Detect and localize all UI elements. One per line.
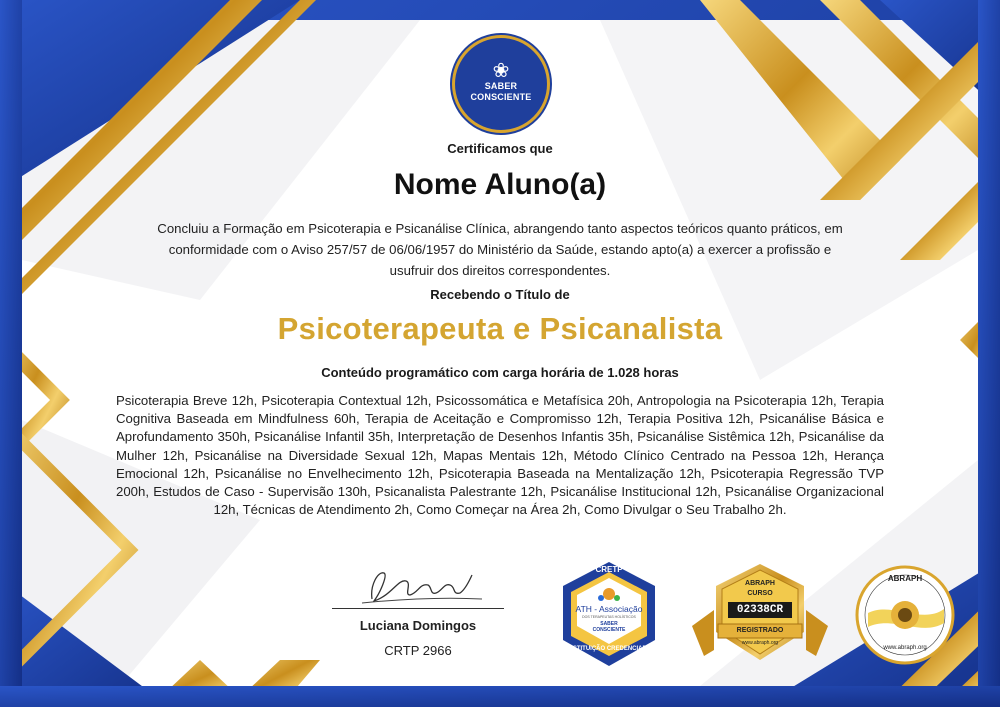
intro-text: Certificamos que <box>447 141 553 156</box>
meditation-icon: ❀ <box>492 60 510 82</box>
abraph-seal <box>852 565 958 665</box>
cretp-top: CRETP <box>595 565 623 574</box>
description-text: Concluiu a Formação em Psicoterapia e Psicanálise Clínica, abrangendo tanto aspectos teóricos quanto práticos, em conformidade com o Aviso 257/57 de 06/06/1957 do Ministério da Saúde, estando apto(a) a exercer a profissão e usufruir dos direitos correspondentes. <box>157 221 843 278</box>
signatory-registry: CRTP 2966 <box>384 643 452 658</box>
abraph-course-code: 02338CR <box>736 604 784 616</box>
saber-consciente-logo <box>455 38 547 130</box>
abraph-course-line1: ABRAPH <box>745 580 775 587</box>
abraph-course-status: REGISTRADO <box>736 627 784 634</box>
abraph-seal-name: ABRAPH <box>887 574 923 583</box>
sunflower-icon <box>891 601 919 629</box>
handwritten-signature <box>332 565 504 607</box>
signatory-name: Luciana Domingos <box>359 618 477 633</box>
cretp-inner1: SABER <box>600 621 618 627</box>
abraph-course-line2: CURSO <box>747 590 773 597</box>
cretp-ribbon: INSTITUIÇÃO CREDENCIADA <box>566 646 652 652</box>
cretp-inner2: CONSCIENTE <box>592 627 626 633</box>
receiving-title-label: Recebendo o Título de <box>430 287 570 302</box>
cretp-assoc: ATH - Associação <box>575 604 643 614</box>
logo-line1: SABER <box>484 81 518 91</box>
abraph-seal-url: www.abraph.org <box>883 645 927 651</box>
abraph-course-badge <box>692 562 828 666</box>
logo-line2: CONSCIENTE <box>470 92 532 102</box>
degree-title: Psicoterapeuta e Psicanalista <box>277 311 723 346</box>
cretp-badge <box>555 560 663 668</box>
abraph-course-url: www.abraph.org <box>741 640 779 646</box>
signature-line <box>332 608 504 609</box>
signature-block <box>332 565 504 665</box>
cretp-sub: DOS TERAPEUTAS HOLÍSTICOS <box>582 615 636 619</box>
student-name: Nome Aluno(a) <box>393 168 607 201</box>
program-content: Psicoterapia Breve 12h, Psicoterapia Contextual 12h, Psicossomática e Metafísica 20h, Antropologia na Psicoterapia 12h, Terapia Cognitiva Baseada em Mindfulness 60h, Terapia de Aceitação e Compromisso 12h, Terapia Positiva 12h, Psicanálise Básica e Aprofundamento 350h, Psicanálise Infantil 35h, Interpretação de Desenhos Infantis 35h, Psicanálise Sistêmica 12h, Psicanálise da Mulher 12h, Psicanálise na Diversidade Sexual 12h, Mapas Mentais 12h, Método Clínico Centrado na Pessoa 12h, Herança Emocional 12h, Psicanálise no Envelhecimento 12h, Psicoterapia Baseada na Mentalização 12h, Psicoterapia Regressão TVP 200h, Estudos de Caso - Supervisão 130h, Psicanalista Palestrante 12h, Psicanálise Institucional 12h, Psicanálise Organizacional 12h, Técnicas de Atendimento 2h, Como Começar na Área 2h, Como Divulgar o Seu Trabalho 2h. <box>116 393 884 518</box>
program-heading: Conteúdo programático com carga horária de 1.028 horas <box>321 365 679 380</box>
